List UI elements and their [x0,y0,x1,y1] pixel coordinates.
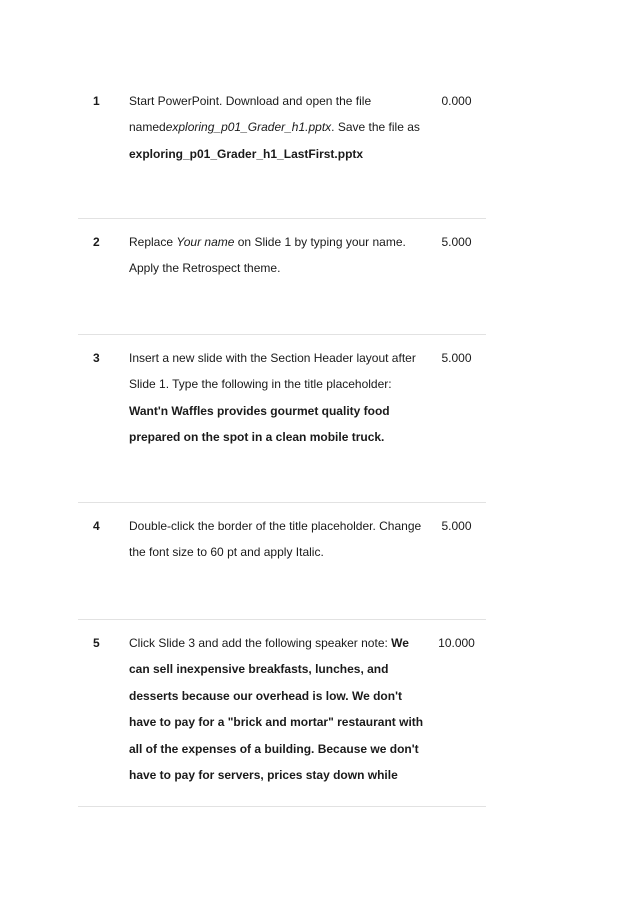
step-points: 5.000 [441,519,472,533]
text-segment: Your name [176,235,235,249]
text-segment: Click Slide 3 and add the following speaker note: [129,636,392,650]
table-row [78,219,486,335]
text-segment: on Slide 1 by typing your name. Apply the Retrospect theme. [129,235,406,276]
text-segment: Want'n Waffles provides gourmet quality food prepared on the spot in a clean mobile truck. [129,403,390,445]
step-number: 2 [93,235,100,249]
step-instructions [129,229,427,282]
text-segment: exploring_p01_Grader_h1.pptx [165,120,332,135]
text-segment: Replace [129,235,177,249]
step-points: 5.000 [441,235,472,249]
text-segment: Start PowerPoint. Download and open the file [129,94,372,108]
step-number: 4 [93,519,100,533]
step-points: 10.000 [438,636,475,650]
text-segment: Double-click the border of the title placeholder. Change the font size to 60 pt and apply Italic. [129,519,422,560]
step-number: 3 [93,351,100,365]
step-number: 5 [93,636,100,650]
text-segment: . Save the file as [331,120,420,135]
table-row [78,503,486,620]
step-number: 1 [93,94,100,108]
step-instructions [129,88,427,167]
step-instructions [129,513,427,566]
table-row [78,78,486,219]
step-instructions [129,345,427,451]
step-points: 5.000 [441,351,472,365]
table-row [78,335,486,503]
step-instructions [129,630,427,788]
table-row [78,620,486,807]
text-segment: We can sell inexpensive breakfasts, lunches, and desserts because our overhead is low. We don't have to pay for a "brick and mortar" restaurant with all of the expenses of a building. Because we don't have to pay for servers, prices stay down while [129,636,424,783]
text-segment: exploring_p01_Grader_h1_LastFirst.pptx [129,146,364,161]
text-segment: named [129,120,166,135]
instructions-table [78,78,486,807]
text-segment: Insert a new slide with the Section Header layout after Slide 1. Type the following in the title placeholder: [129,351,416,392]
step-points: 0.000 [441,94,472,108]
